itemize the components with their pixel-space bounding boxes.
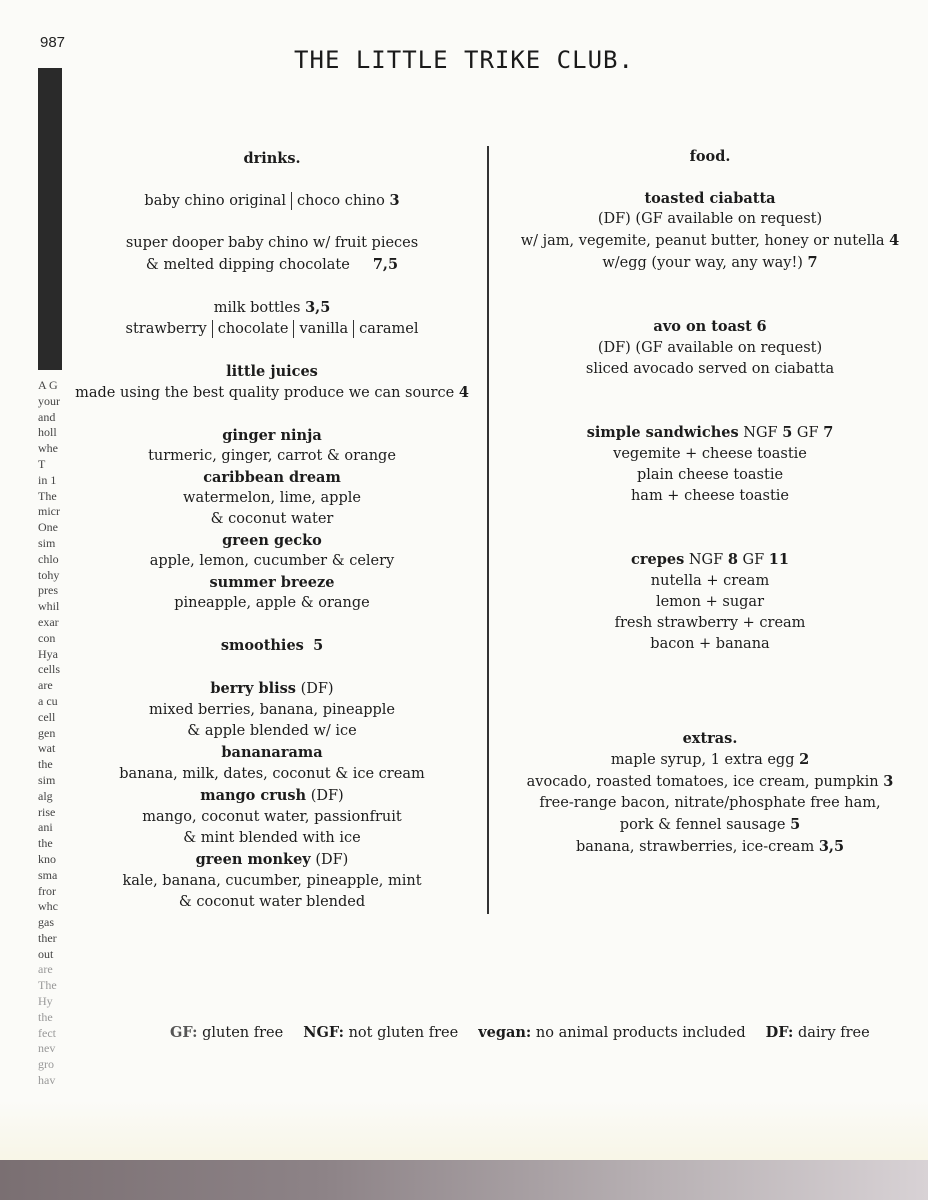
smoothies-heading: smoothies	[220, 637, 304, 654]
smoothies-price: 5	[313, 637, 324, 654]
ciabatta-line2	[500, 252, 920, 274]
crepes-ngf-price: 8	[727, 551, 738, 568]
edge-text-fragment: gro	[38, 1057, 54, 1072]
food-heading: food.	[689, 148, 731, 165]
extras-line	[500, 771, 920, 793]
smoothie-tag: (DF)	[315, 852, 349, 868]
edge-text-fragment: a cu	[38, 693, 58, 708]
extras-text: free-range bacon, nitrate/phosphate free ham,	[539, 795, 881, 811]
super-dooper-line1: super dooper baby chino w/ fruit pieces	[125, 235, 419, 251]
smoothie-desc: banana, milk, dates, coconut & ice cream	[119, 766, 425, 782]
extras-line	[500, 814, 920, 836]
baby-chino-original: baby chino original	[144, 193, 287, 209]
super-dooper-price: 7,5	[372, 256, 399, 273]
little-juices-desc: made using the best quality produce we can source	[75, 385, 455, 401]
edge-text-fragment: and	[38, 409, 56, 424]
edge-text-fragment: ani	[38, 820, 53, 835]
edge-text-fragment: fror	[38, 883, 56, 898]
pipe-separator	[291, 192, 292, 210]
avo-heading-line	[500, 316, 920, 338]
milk-bottles-label: milk bottles	[213, 300, 301, 316]
edge-text-fragment: micr	[38, 504, 60, 519]
legend-key: vegan:	[478, 1024, 532, 1041]
juice-name: caribbean dream	[203, 469, 341, 486]
edge-text-fragment: whc	[38, 899, 58, 914]
little-juices-heading: little juices	[226, 363, 318, 380]
smoothie-heading	[62, 742, 482, 764]
ciabatta-price1: 4	[889, 232, 900, 249]
legend-value: not gluten free	[348, 1025, 459, 1041]
menu-title: THE LITTLE TRIKE CLUB.	[294, 46, 634, 74]
extras-line	[500, 836, 920, 858]
legend-key: NGF:	[303, 1024, 344, 1041]
super-dooper-desc: & melted dipping chocolate	[145, 257, 350, 273]
edge-text-fragment: whe	[38, 441, 58, 456]
drinks-column	[62, 148, 482, 913]
sandwich-item: plain cheese toastie	[636, 467, 784, 483]
edge-text-fragment: ther	[38, 930, 57, 945]
edge-text-fragment: cells	[38, 662, 60, 677]
smoothie-name: mango crush	[200, 787, 307, 804]
legend-item	[170, 1025, 283, 1041]
legend-item	[303, 1025, 458, 1041]
extras-heading: extras.	[682, 730, 738, 747]
extras-line	[500, 793, 920, 814]
edge-text-fragment: T	[38, 456, 46, 471]
juice-name: ginger ninja	[222, 427, 322, 444]
milk-flavour: vanilla	[299, 321, 349, 337]
milk-bottles-line	[62, 297, 482, 319]
legend-key: DF:	[765, 1024, 794, 1041]
legend-item	[478, 1025, 745, 1041]
crepe-item: fresh strawberry + cream	[614, 615, 806, 631]
little-juices-desc-line	[62, 382, 482, 404]
smoothie-name: bananarama	[221, 744, 323, 761]
smoothie-desc: mixed berries, banana, pineapple	[148, 702, 396, 718]
ciabatta-line2-text: w/egg (your way, any way!)	[602, 255, 803, 271]
column-divider	[487, 146, 489, 914]
edge-text-fragment: whil	[38, 599, 60, 614]
edge-text-fragment: the	[38, 1009, 53, 1024]
edge-text-fragment: gas	[38, 915, 54, 930]
edge-text-fragment: hav	[38, 1073, 56, 1088]
juice-name: summer breeze	[209, 574, 335, 591]
juice-desc: watermelon, lime, apple	[183, 490, 361, 506]
edge-text-fragment: holl	[38, 425, 57, 440]
extras-text: maple syrup, 1 extra egg	[610, 752, 795, 768]
ciabatta-line1-text: w/ jam, vegemite, peanut butter, honey or nutella	[520, 233, 885, 249]
smoothie-desc: & coconut water blended	[178, 894, 366, 910]
edge-text-fragment: sim	[38, 535, 56, 550]
page-bottom-edge	[0, 1160, 928, 1200]
extras-line	[500, 749, 920, 771]
extras-price: 3	[883, 773, 894, 790]
edge-text-fragment: out	[38, 946, 54, 961]
sandwich-items	[500, 444, 920, 507]
edge-text-fragment: fect	[38, 1025, 56, 1040]
milk-flavours	[62, 319, 482, 340]
pipe-separator	[212, 320, 213, 338]
smoothie-name: berry bliss	[210, 680, 296, 697]
edge-text-fragment: are	[38, 962, 53, 977]
legend	[170, 1024, 890, 1041]
drinks-heading: drinks.	[243, 150, 301, 167]
avo-name: avo on toast	[653, 318, 752, 335]
sandwich-item: ham + cheese toastie	[630, 488, 790, 504]
smoothie-tag: (DF)	[300, 681, 334, 697]
extras-list	[500, 749, 920, 858]
milk-flavour: strawberry	[125, 321, 207, 337]
milk-flavour: caramel	[359, 321, 419, 337]
edge-text-fragment: kno	[38, 851, 56, 866]
edge-text-fragment: The	[38, 488, 57, 503]
edge-text-fragment: exar	[38, 614, 59, 629]
legend-value: gluten free	[202, 1025, 284, 1041]
baby-chino-line	[62, 190, 482, 212]
little-juices-price: 4	[458, 384, 469, 401]
juices-list	[62, 425, 482, 614]
edge-text-fragment: Hy	[38, 994, 53, 1009]
edge-text-fragment: chlo	[38, 551, 59, 566]
smoothie-heading	[62, 785, 482, 807]
ciabatta-note: (DF) (GF available on request)	[597, 211, 823, 227]
milk-flavour: chocolate	[217, 321, 289, 337]
smoothie-name: green monkey	[195, 851, 311, 868]
edge-text-fragment: Hya	[38, 646, 58, 661]
ciabatta-name: toasted ciabatta	[644, 190, 776, 207]
smoothie-heading	[62, 849, 482, 871]
edge-text-fragment: gen	[38, 725, 56, 740]
edge-text-fragment: the	[38, 836, 53, 851]
ciabatta-line1	[500, 230, 920, 252]
edge-text-fragment: sim	[38, 772, 56, 787]
pipe-separator	[293, 320, 294, 338]
edge-text-fragment: nev	[38, 1041, 56, 1056]
juice-desc: apple, lemon, cucumber & celery	[149, 553, 395, 569]
crepe-item: nutella + cream	[650, 573, 770, 589]
crepe-items	[500, 571, 920, 655]
edge-text-fragment: sma	[38, 867, 58, 882]
spine-bar	[38, 68, 62, 370]
sandwiches-ngf-price: 5	[782, 424, 793, 441]
juice-name: green gecko	[222, 532, 322, 549]
juice-desc: & coconut water	[210, 511, 334, 527]
sandwiches-gf: GF	[796, 425, 819, 441]
smoothie-desc: & mint blended with ice	[183, 830, 361, 846]
edge-text-fragment: con	[38, 630, 56, 645]
juice-desc: pineapple, apple & orange	[174, 595, 370, 611]
avo-note: (DF) (GF available on request)	[597, 340, 823, 356]
edge-text-column	[38, 378, 62, 1089]
ciabatta-price2: 7	[807, 254, 818, 271]
extras-text: banana, strawberries, ice-cream	[575, 839, 815, 855]
juice-desc: turmeric, ginger, carrot & orange	[148, 448, 396, 464]
super-dooper-line2	[62, 254, 482, 276]
edge-text-fragment: your	[38, 393, 60, 408]
edge-text-fragment: cell	[38, 709, 56, 724]
extras-text: pork & fennel sausage	[619, 817, 786, 833]
smoothies-heading-line	[62, 635, 482, 657]
edge-text-fragment: alg	[38, 788, 53, 803]
smoothie-desc: & apple blended w/ ice	[187, 723, 357, 739]
crepes-name: crepes	[631, 551, 685, 568]
smoothie-tag: (DF)	[310, 788, 344, 804]
legend-value: dairy free	[797, 1025, 870, 1041]
sandwiches-heading-line	[500, 422, 920, 444]
avo-price: 6	[756, 318, 767, 335]
edge-text-fragment: A G	[38, 378, 58, 392]
sandwiches-ngf: NGF	[743, 425, 778, 441]
extras-price: 5	[790, 816, 801, 833]
smoothie-desc: kale, banana, cucumber, pineapple, mint	[122, 873, 422, 889]
legend-key: GF:	[170, 1024, 198, 1041]
crepes-gf: GF	[742, 552, 765, 568]
edge-text-fragment: pres	[38, 583, 58, 598]
edge-text-fragment: the	[38, 757, 53, 772]
sandwiches-gf-price: 7	[823, 424, 834, 441]
smoothie-heading	[62, 678, 482, 700]
extras-price: 3,5	[818, 838, 845, 855]
sandwich-item: vegemite + cheese toastie	[613, 446, 807, 462]
page-number: 987	[40, 34, 66, 51]
sandwiches-name: simple sandwiches	[586, 424, 739, 441]
baby-chino-price: 3	[389, 192, 400, 209]
crepes-heading-line	[500, 549, 920, 571]
edge-text-fragment: wat	[38, 741, 56, 756]
crepe-item: lemon + sugar	[655, 594, 765, 610]
edge-text-fragment: in 1	[38, 472, 57, 487]
legend-value: no animal products included	[535, 1025, 746, 1041]
crepes-ngf: NGF	[688, 552, 724, 568]
edge-text-fragment: are	[38, 678, 53, 693]
edge-text-fragment: tohy	[38, 567, 60, 582]
extras-price: 2	[799, 751, 810, 768]
smoothies-list	[62, 678, 482, 913]
edge-text-fragment: The	[38, 978, 57, 993]
choco-chino: choco chino	[297, 193, 385, 209]
crepe-item: bacon + banana	[650, 636, 770, 652]
edge-text-fragment: rise	[38, 804, 56, 819]
legend-item	[766, 1025, 870, 1041]
avo-desc: sliced avocado served on ciabatta	[585, 361, 835, 377]
smoothie-desc: mango, coconut water, passionfruit	[142, 809, 402, 825]
extras-text: avocado, roasted tomatoes, ice cream, pumpkin	[526, 774, 879, 790]
milk-bottles-price: 3,5	[305, 299, 331, 316]
pipe-separator	[353, 320, 354, 338]
page-bottom-shade	[0, 1100, 928, 1160]
crepes-gf-price: 11	[768, 551, 789, 568]
food-column	[500, 146, 920, 858]
edge-text-fragment: One	[38, 520, 58, 535]
